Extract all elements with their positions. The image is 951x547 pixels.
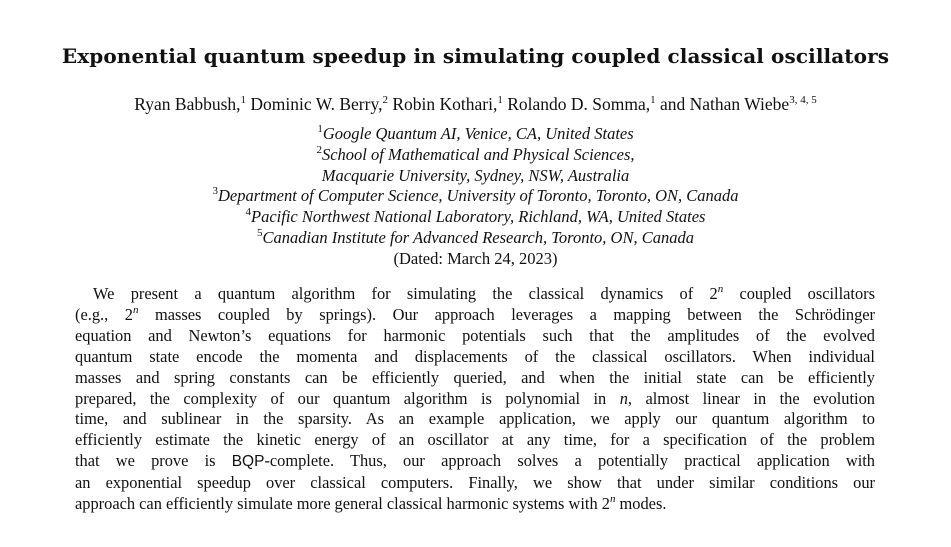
affiliation: $^1$Google Quantum AI, Venice, CA, United States	[317, 123, 634, 143]
abstract	[75, 284, 875, 515]
abstract-line: an exponential speedup over classical computers. Finally, we show that under similar conditions our	[75, 473, 875, 493]
affiliation: $^2$School of Mathematical and Physical Sciences,	[316, 143, 635, 164]
paper-title: Exponential quantum speedup in simulating coupled classical oscillators	[61, 44, 890, 68]
author: Ryan Babbush,$^1$	[134, 94, 247, 114]
abstract-line: masses and spring constants can be efficiently queried, and when the initial state can be efficiently	[75, 367, 875, 387]
affiliation: Macquarie University, Sydney, NSW, Australia	[321, 165, 630, 185]
affiliation: $^3$Department of Computer Science, University of Toronto, Toronto, ON, Canada	[212, 185, 739, 206]
affiliation: $^4$Pacific Northwest National Laboratory, Richland, WA, United States	[245, 206, 706, 227]
affiliation: $^5$Canadian Institute for Advanced Research, Toronto, ON, Canada	[257, 226, 694, 247]
affiliation-list	[0, 124, 951, 270]
author: Robin Kothari,$^1$	[392, 94, 503, 114]
author-list	[0, 94, 951, 115]
abstract-line: quantum state encode the momenta and displacements of the classical oscillators. When individual	[75, 346, 875, 366]
author: and Nathan Wiebe$^{3, 4, 5}$	[660, 94, 817, 114]
abstract-line: (e.g., 2$^n$ masses coupled by springs). Our approach leverages a mapping between the Schrödinger	[75, 303, 876, 324]
abstract-line: We present a quantum algorithm for simulating the classical dynamics of 2$^n$ coupled oscillators	[93, 283, 875, 303]
abstract-line: time, and sublinear in the sparsity. As an example application, we apply our quantum algorithm to	[75, 409, 875, 429]
abstract-line: that we prove is BQP-complete. Thus, our approach solves a potentially practical application with	[75, 451, 875, 471]
complexity-class-bqp: BQP	[231, 453, 265, 471]
date-line: (Dated: March 24, 2023)	[393, 248, 558, 268]
abstract-line: approach can efficiently simulate more general classical harmonic systems with 2$^n$ modes.	[75, 493, 667, 514]
abstract-line: equation and Newton’s equations for harmonic potentials such that the amplitudes of the evolved	[75, 325, 875, 345]
abstract-line: prepared, the complexity of our quantum algorithm is polynomial in n, almost linear in the evolution	[75, 388, 875, 408]
abstract-line: efficiently estimate the kinetic energy of an oscillator at any time, for a specification of the problem	[75, 430, 875, 450]
author: Dominic W. Berry,$^2$	[250, 94, 388, 114]
author: Rolando D. Somma,$^1$	[507, 94, 656, 114]
